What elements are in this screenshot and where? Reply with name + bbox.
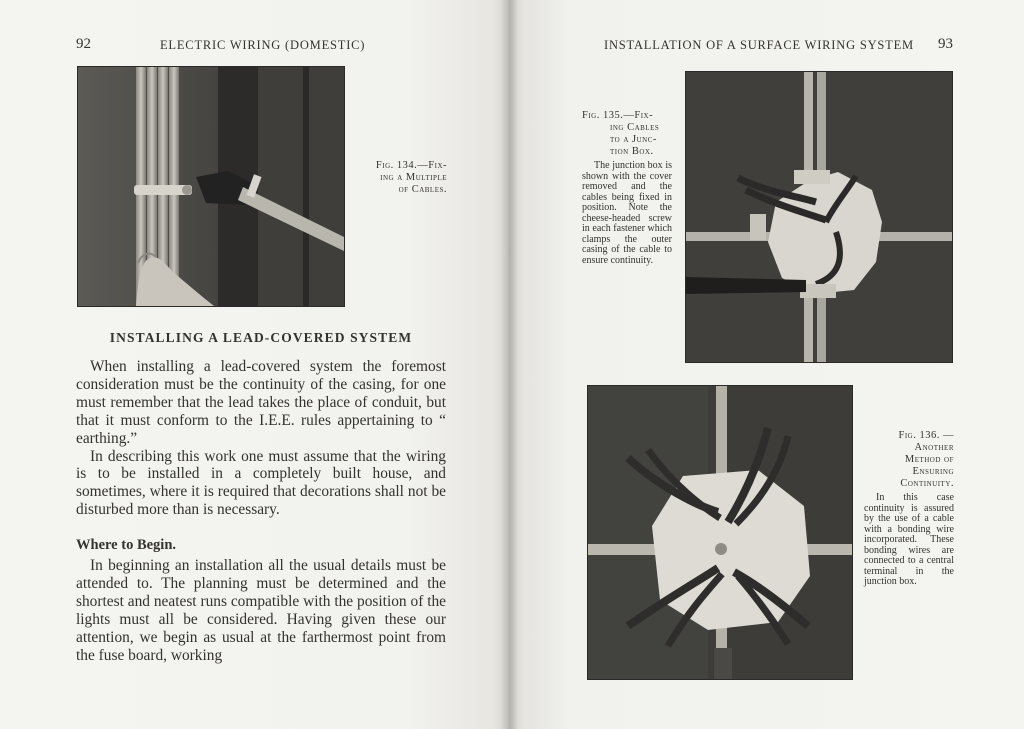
body-text-block <box>76 358 446 519</box>
body-text-block-2 <box>76 557 446 664</box>
caption-line: to a Junc- <box>610 134 657 145</box>
subheading-where-to-begin: Where to Begin. <box>76 537 177 553</box>
caption-line: of Cables. <box>398 184 447 195</box>
caption-line: ing a Multiple <box>380 172 447 183</box>
page-number-left: 92 <box>76 36 91 52</box>
caption-line: Method of <box>904 454 954 465</box>
caption-line: Another <box>914 442 954 453</box>
figure-135-photo <box>685 71 953 363</box>
caption-line: Continuity. <box>900 478 954 489</box>
figure-136-photo <box>587 385 853 680</box>
running-head-left: ELECTRIC WIRING (DOMESTIC) <box>160 38 366 52</box>
figure-136-title <box>864 430 954 490</box>
body-paragraph: In describing this work one must assume that the wiring is to be installed in a completely built house, and sometimes, where it is required that decorations shall not be disturbed more than is necessary. <box>76 447 446 519</box>
caption-line: Fig. 135.—Fix- <box>582 110 654 121</box>
book-gutter <box>500 0 518 729</box>
caption-line: Fig. 136. — <box>898 430 954 441</box>
running-head-right: INSTALLATION OF A SURFACE WIRING SYSTEM <box>604 38 914 52</box>
figure-134-caption <box>355 160 447 196</box>
figure-135-title <box>582 110 672 158</box>
figure-136-caption <box>864 430 954 588</box>
page-number-right: 93 <box>938 36 953 52</box>
caption-line: tion Box. <box>610 146 654 157</box>
figure-135-caption <box>582 110 672 266</box>
figure-135-body: The junction box is shown with the cover removed and the cables being fixed in position. Note the cheese-headed screw in each fastener which clamps the outer casing of the cable to ensure continuity. <box>582 160 672 266</box>
caption-line: ing Cables <box>610 122 660 133</box>
figure-134-photo <box>77 66 345 307</box>
caption-line: Ensuring <box>912 466 954 477</box>
caption-line: Fig. 134.—Fix- <box>375 160 447 171</box>
section-heading: INSTALLING A LEAD-COVERED SYSTEM <box>109 330 413 345</box>
body-paragraph: In beginning an installation all the usual details must be attended to. The planning must be determined and the shortest and neatest runs compatible with the position of the lights must all be considered. Having given these our attention, we begin as usual at the farthermost point from the fuse board, working <box>76 557 446 664</box>
body-paragraph: When installing a lead-covered system the foremost consideration must be the continuity of the casing, for one must remember that the lead takes the place of conduit, but that it must conform to the I.E.E. rules appertaining to “ earthing.” <box>76 358 446 447</box>
figure-136-body: In this case continuity is assured by the use of a cable with a bonding wire incorporated. These bonding wires are connected to a central terminal in the junction box. <box>864 492 954 587</box>
